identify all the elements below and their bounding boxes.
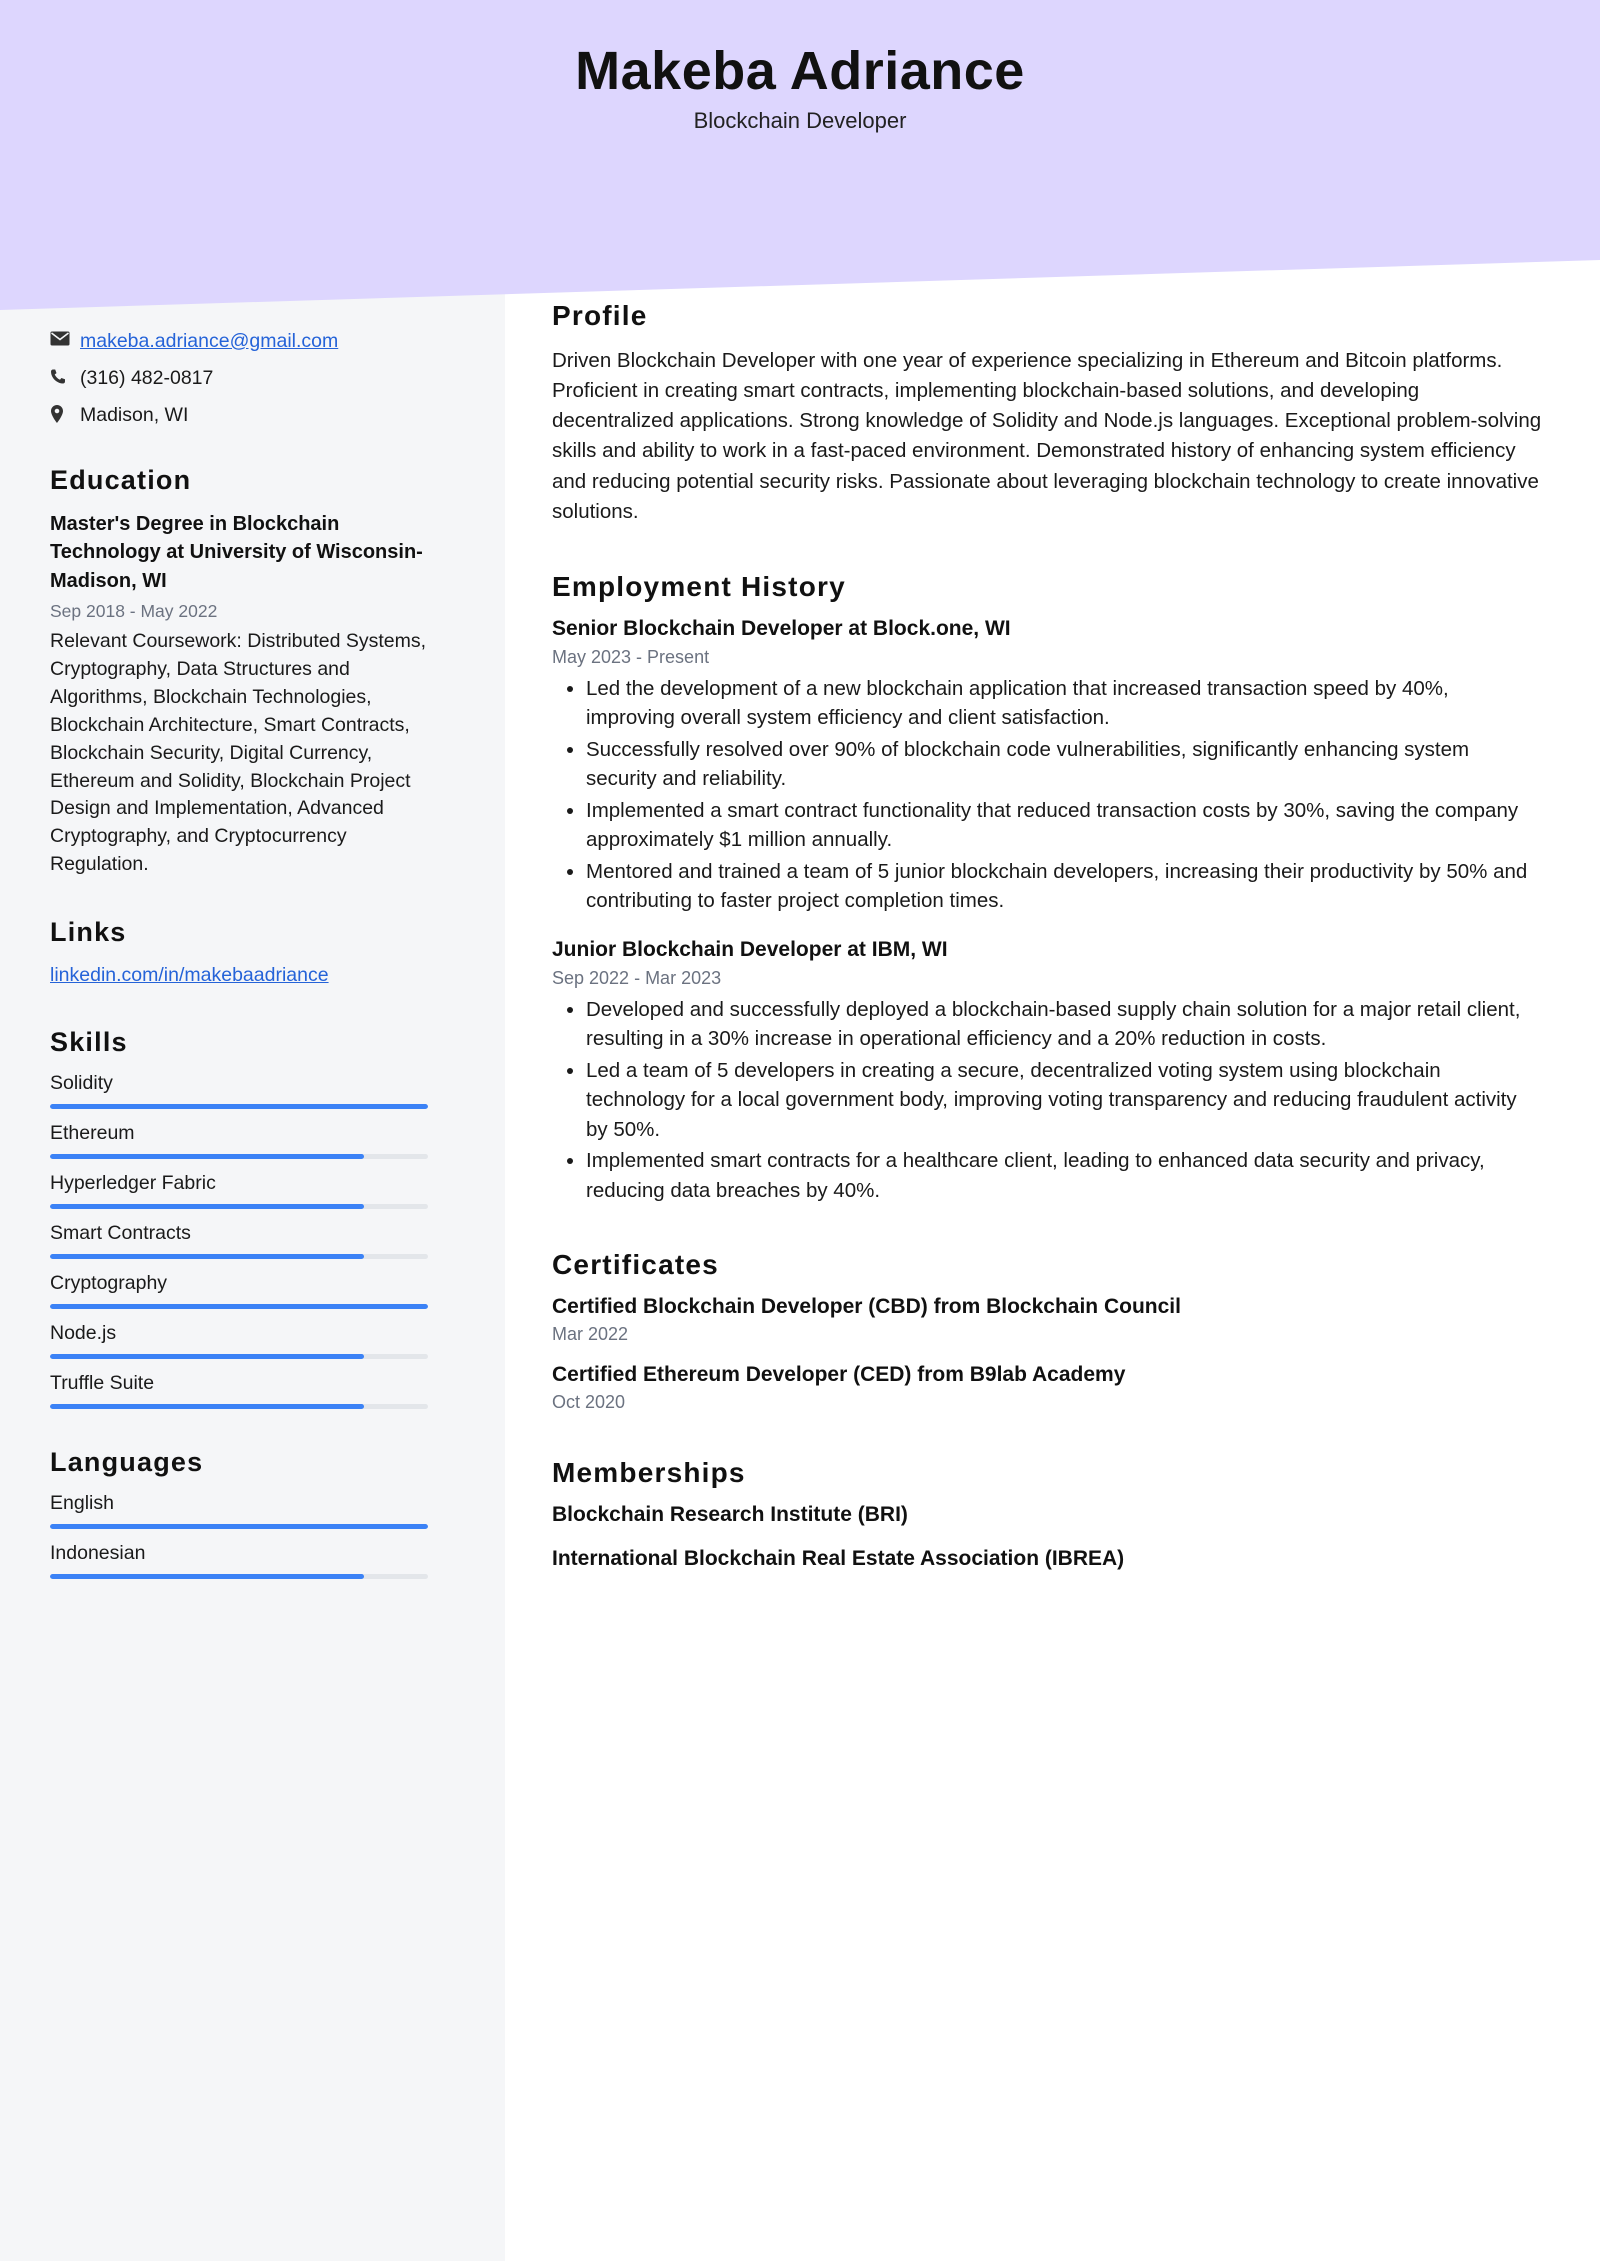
employment-entry xyxy=(552,938,1542,1206)
skills-section xyxy=(50,1027,450,1409)
list-item: • Led the development of a new blockchain application that increased transaction speed by 40%, improving overall system efficiency and client satisfaction. xyxy=(586,674,1542,733)
skill-bar xyxy=(50,1354,428,1359)
employment-section xyxy=(552,571,1542,1206)
email-link[interactable]: makeba.adriance@gmail.com xyxy=(80,330,339,352)
skill-bar-fill xyxy=(50,1154,364,1159)
skill-bar xyxy=(50,1104,428,1109)
skill-bar-fill xyxy=(50,1304,428,1309)
location-value: Madison, WI xyxy=(80,404,189,426)
employment-entry xyxy=(552,617,1542,916)
list-item: • Implemented a smart contract functionality that reduced transaction costs by 30%, saving the company approximately $1 million annually. xyxy=(586,796,1542,855)
skill-item xyxy=(50,1122,450,1159)
membership-entry: International Blockchain Real Estate Association (IBREA) xyxy=(552,1547,1125,1571)
links-heading: Links xyxy=(50,917,127,948)
language-bar xyxy=(50,1524,428,1529)
sidebar xyxy=(50,330,450,1592)
employment-date: Sep 2022 - Mar 2023 xyxy=(552,967,722,988)
skill-bar xyxy=(50,1204,428,1209)
languages-section xyxy=(50,1447,450,1579)
language-item xyxy=(50,1542,450,1579)
employment-date: May 2023 - Present xyxy=(552,646,710,667)
employment-bullets xyxy=(552,674,1542,916)
skill-bar-fill xyxy=(50,1104,428,1109)
job-title: Blockchain Developer xyxy=(693,108,907,134)
contact-email xyxy=(50,330,450,353)
language-label: English xyxy=(50,1492,114,1515)
skill-bar-fill xyxy=(50,1404,364,1409)
certificate-date: Mar 2022 xyxy=(552,1324,629,1345)
skill-label: Truffle Suite xyxy=(50,1372,155,1395)
list-item: • Mentored and trained a team of 5 junior blockchain developers, increasing their productivity by 50% and contributing to faster project completion times. xyxy=(586,857,1542,916)
languages-heading: Languages xyxy=(50,1447,204,1478)
employment-title: Junior Blockchain Developer at IBM, WI xyxy=(552,937,948,961)
linkedin-link[interactable]: linkedin.com/in/makebaadriance xyxy=(50,964,329,987)
envelope-icon xyxy=(50,330,80,346)
main-content xyxy=(552,300,1542,1615)
certificate-entry xyxy=(552,1295,1542,1345)
language-bar-fill xyxy=(50,1524,428,1529)
education-section xyxy=(50,465,450,879)
skill-label: Cryptography xyxy=(50,1272,168,1295)
skill-bar xyxy=(50,1154,428,1159)
list-item: • Developed and successfully deployed a blockchain-based supply chain solution for a major retail client, resulting in a 30% increase in operational efficiency and a 20% reduction in costs. xyxy=(586,995,1542,1054)
skill-bar-fill xyxy=(50,1254,364,1259)
certificates-section xyxy=(552,1249,1542,1413)
skill-bar xyxy=(50,1304,428,1309)
language-item xyxy=(50,1492,450,1529)
memberships-section xyxy=(552,1457,1542,1571)
employment-heading: Employment History xyxy=(552,570,846,602)
skill-item xyxy=(50,1322,450,1359)
profile-heading: Profile xyxy=(552,300,648,331)
skill-label: Node.js xyxy=(50,1322,117,1345)
skill-item xyxy=(50,1272,450,1309)
education-description: Relevant Coursework: Distributed Systems, Cryptography, Data Structures and Algorithms, Blockchain Technologies, Blockchain Architecture, Smart Contracts, Blockchain Security, Digital Currency, Ethereum and Solidity, Blockchain Project Design and Implementation, Advanced Cryptography, and Cryptocurrency Regulation. xyxy=(50,630,427,876)
certificates-heading: Certificates xyxy=(552,1249,719,1281)
page-title: Makeba Adriance xyxy=(575,41,1025,101)
skill-item xyxy=(50,1222,450,1259)
certificate-date: Oct 2020 xyxy=(552,1392,626,1413)
membership-entry: Blockchain Research Institute (BRI) xyxy=(552,1503,908,1527)
skill-bar-fill xyxy=(50,1354,364,1359)
employment-bullets xyxy=(552,995,1542,1206)
language-bar-fill xyxy=(50,1574,364,1579)
certificate-entry xyxy=(552,1363,1542,1413)
skill-label: Solidity xyxy=(50,1072,113,1095)
contact-location xyxy=(50,404,450,427)
education-date: Sep 2018 - May 2022 xyxy=(50,601,218,622)
resume-header xyxy=(0,40,1600,134)
skill-bar xyxy=(50,1404,428,1409)
education-heading: Education xyxy=(50,465,192,495)
links-section xyxy=(50,917,450,989)
skill-item xyxy=(50,1172,450,1209)
phone-value: (316) 482-0817 xyxy=(80,367,214,389)
education-degree: Master's Degree in Blockchain Technology at University of Wisconsin-Madison, WI xyxy=(50,513,423,592)
skill-label: Smart Contracts xyxy=(50,1222,191,1245)
certificate-title: Certified Blockchain Developer (CBD) from Blockchain Council xyxy=(552,1295,1181,1319)
profile-text: Driven Blockchain Developer with one year of experience specializing in Ethereum and Bitcoin platforms. Proficient in creating smart contracts, implementing blockchain-based solutions, and developing decentralized applications. Strong knowledge of Solidity and Node.js languages. Exceptional problem-solving skills and ability to work in a fast-paced environment. Demonstrated history of enhancing system efficiency and reducing potential security risks. Passionate about leveraging blockchain technology to create innovative solutions. xyxy=(552,349,1542,523)
skill-item xyxy=(50,1072,450,1109)
skill-label: Ethereum xyxy=(50,1122,135,1145)
language-bar xyxy=(50,1574,428,1579)
skill-label: Hyperledger Fabric xyxy=(50,1172,216,1195)
certificate-title: Certified Ethereum Developer (CED) from B9lab Academy xyxy=(552,1363,1126,1387)
employment-title: Senior Blockchain Developer at Block.one, WI xyxy=(552,616,1011,640)
skill-bar xyxy=(50,1254,428,1259)
skills-heading: Skills xyxy=(50,1027,128,1058)
list-item: • Implemented smart contracts for a healthcare client, leading to enhanced data security and privacy, reducing data breaches by 40%. xyxy=(586,1146,1542,1205)
phone-icon xyxy=(50,367,80,385)
location-pin-icon xyxy=(50,404,80,423)
memberships-heading: Memberships xyxy=(552,1457,746,1489)
contact-list xyxy=(50,330,450,427)
language-label: Indonesian xyxy=(50,1542,146,1565)
skill-item xyxy=(50,1372,450,1409)
skill-bar-fill xyxy=(50,1204,364,1209)
contact-phone xyxy=(50,367,450,390)
list-item: • Successfully resolved over 90% of blockchain code vulnerabilities, significantly enhancing system security and reliability. xyxy=(586,735,1542,794)
list-item: • Led a team of 5 developers in creating a secure, decentralized voting system using blockchain technology for a local government body, improving voting transparency and reducing fraudulent activity by 50%. xyxy=(586,1056,1542,1145)
profile-section xyxy=(552,300,1542,527)
